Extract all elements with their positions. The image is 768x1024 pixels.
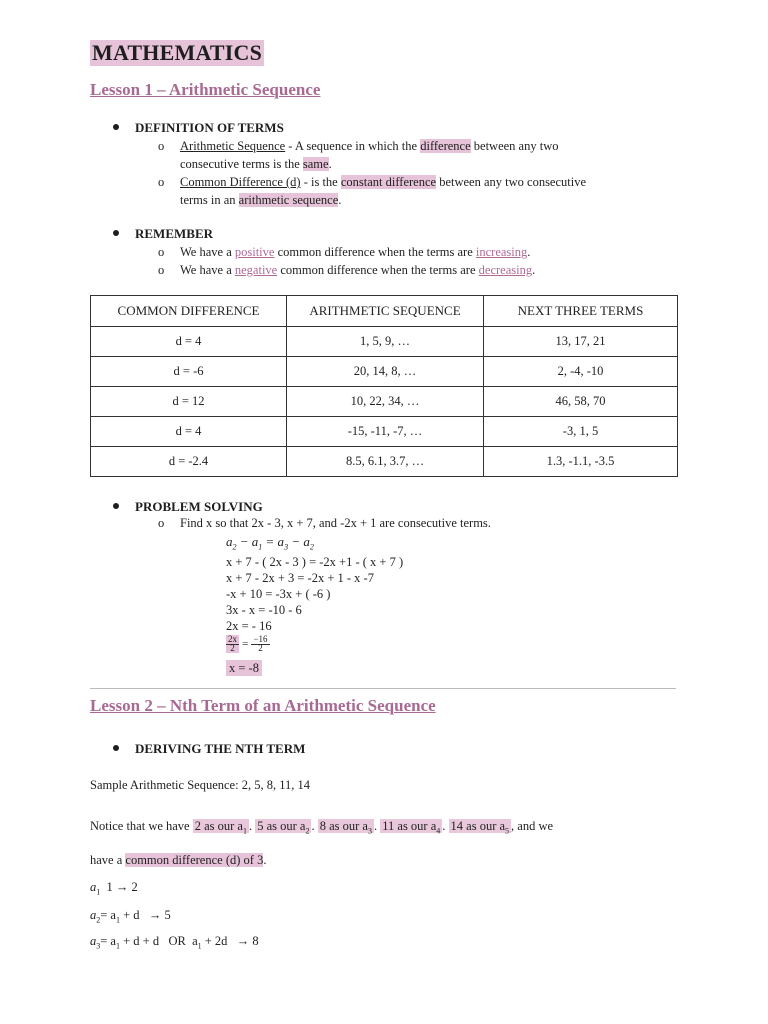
table-row — [91, 387, 678, 417]
formula-a2-a1: $a_2 - a_1 = a_3 - a_2$ — [226, 534, 314, 552]
fraction-right: $\frac{-16}{2}$ — [253, 634, 268, 654]
table-cell: 2, -4, -10 — [484, 357, 678, 387]
section-divider — [90, 688, 676, 689]
table-cell: d = -6 — [91, 357, 287, 387]
table-cell: d = 4 — [91, 417, 287, 447]
table-cell: d = -2.4 — [91, 447, 287, 477]
definition-arithmetic-sequence: Arithmetic Sequence - A sequence in which the difference between any two consecutive terms is the same. — [180, 139, 559, 171]
problem-solving-heading: PROBLEM SOLVING — [113, 499, 263, 515]
solution-step: 2x = - 16 — [226, 619, 272, 633]
table-cell: 1.3, -1.1, -3.5 — [484, 447, 678, 477]
sub-bullet-icon: o — [158, 516, 165, 530]
table-cell: d = 12 — [91, 387, 287, 417]
definition-heading: DEFINITION OF TERMS — [113, 120, 284, 136]
term-highlight: 8 as our $a_3$ — [319, 819, 372, 836]
sub-bullet-icon: o — [158, 245, 165, 259]
page-title: MATHEMATICS — [92, 40, 263, 65]
remember-negative: We have a negative common difference when the terms are decreasing. — [180, 263, 536, 277]
table-cell: 10, 22, 34, … — [287, 387, 484, 417]
table-header-row — [91, 296, 678, 327]
table-cell: 13, 17, 21 — [484, 327, 678, 357]
term-highlight: 2 as our $a_1$ — [194, 819, 247, 836]
term-highlight: 5 as our $a_2$ — [257, 819, 310, 836]
column-header: ARITHMETIC SEQUENCE — [287, 296, 484, 327]
fraction-left: $\frac{2x}{2}$ — [228, 634, 237, 654]
nth-term-eq-2: $a_2= a_1 + d \to 5$ — [90, 908, 171, 925]
sample-sequence: Sample Arithmetic Sequence: 2, 5, 8, 11, 14 — [90, 778, 310, 792]
fraction-step: $\frac{2x}{2} = \frac{-16}{2}$ — [228, 634, 268, 654]
solution-step: x + 7 - 2x + 3 = -2x + 1 - x -7 — [226, 571, 374, 585]
table-cell: d = 4 — [91, 327, 287, 357]
solution-step: -x + 10 = -3x + ( -6 ) — [226, 587, 331, 601]
remember-positive: We have a positive common difference when the terms are increasing. — [180, 245, 531, 259]
bullet-icon — [113, 745, 119, 751]
table-cell: 46, 58, 70 — [484, 387, 678, 417]
table-row — [91, 447, 678, 477]
table-row — [91, 327, 678, 357]
term-highlight: 14 as our $a_5$ — [450, 819, 510, 836]
problem-statement: Find x so that 2x - 3, x + 7, and -2x + 1 are consecutive terms. — [180, 516, 491, 530]
solution-answer: x = -8 — [226, 660, 262, 676]
table-cell: -3, 1, 5 — [484, 417, 678, 447]
remember-heading: REMEMBER — [113, 226, 213, 242]
bullet-icon — [113, 124, 119, 130]
column-header: NEXT THREE TERMS — [484, 296, 678, 327]
table-cell: 8.5, 6.1, 3.7, … — [287, 447, 484, 477]
table-row — [91, 357, 678, 387]
deriving-heading: DERIVING THE NTH TERM — [113, 741, 305, 757]
sub-bullet-icon: o — [158, 139, 165, 153]
definition-common-difference: Common Difference (d) - is the constant difference between any two consecutive terms in an arithmetic sequence. — [180, 175, 587, 207]
sub-bullet-icon: o — [158, 263, 165, 277]
sequence-table — [90, 295, 678, 477]
table-cell: 20, 14, 8, … — [287, 357, 484, 387]
solution-step: x + 7 - ( 2x - 3 ) = -2x +1 - ( x + 7 ) — [226, 555, 404, 569]
solution-step: 3x - x = -10 - 6 — [226, 603, 302, 617]
lesson-1-heading: Lesson 1 – Arithmetic Sequence — [90, 80, 321, 99]
sub-bullet-icon: o — [158, 175, 165, 189]
table-row — [91, 417, 678, 447]
nth-term-eq-3: $a_3= a_1 + d + d$ OR $a_1 + 2d \to 8$ — [90, 934, 259, 951]
bullet-icon — [113, 230, 119, 236]
bullet-icon — [113, 503, 119, 509]
term-highlight: 11 as our $a_4$ — [382, 819, 441, 836]
table-cell: -15, -11, -7, … — [287, 417, 484, 447]
nth-term-eq-1: $a_1$ 1 → 2 — [90, 880, 138, 897]
lesson-2-heading: Lesson 2 – Nth Term of an Arithmetic Sequence — [90, 696, 436, 715]
table-cell: 1, 5, 9, … — [287, 327, 484, 357]
column-header: COMMON DIFFERENCE — [91, 296, 287, 327]
notice-paragraph: Notice that we have 2 as our $a_1$ . 5 as our $a_2$ . 8 as our $a_3$ . 11 as our $a_4$ . 14 as our $a_5$ , and we have a common difference (d) of 3. — [90, 819, 554, 867]
